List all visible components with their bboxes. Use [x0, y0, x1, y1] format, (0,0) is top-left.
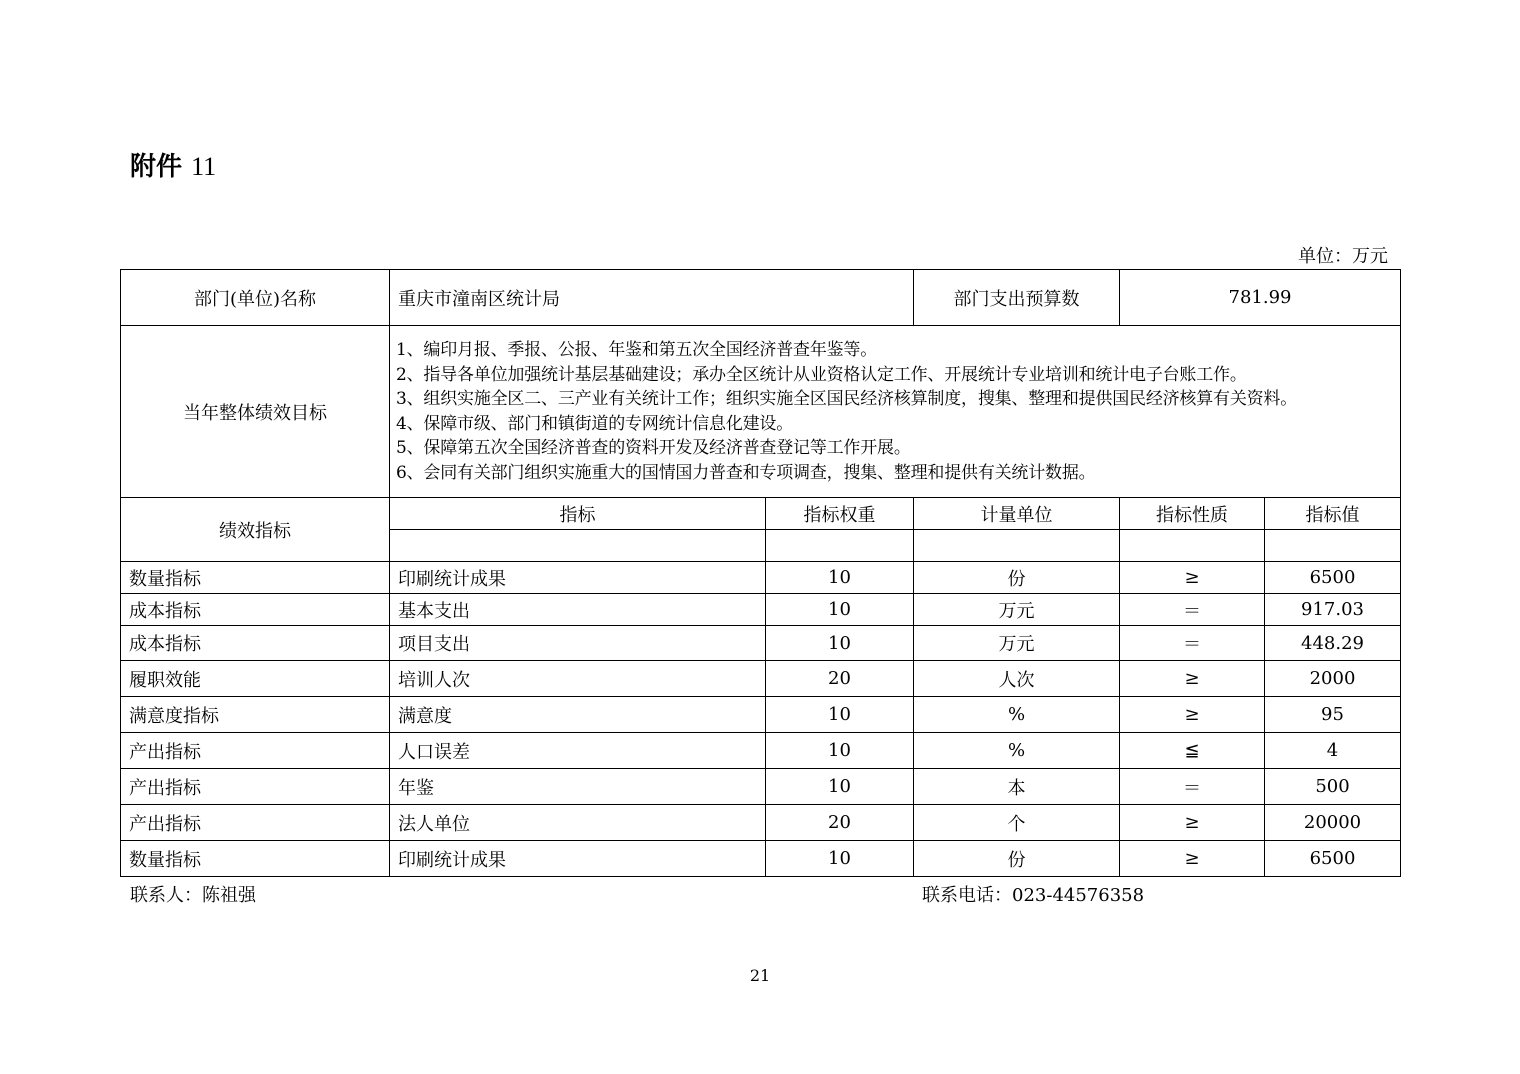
table-row	[121, 805, 1401, 841]
dept-name: 重庆市潼南区统计局	[390, 270, 914, 326]
row-weight: 10	[766, 562, 914, 594]
dept-row	[121, 270, 1401, 326]
row-nature: ≥	[1120, 697, 1265, 733]
goal-item: 4、保障市级、部门和镇街道的专网统计信息化建设。	[396, 413, 794, 434]
row-weight: 10	[766, 733, 914, 769]
row-unit: 个	[914, 805, 1120, 841]
row-category: 履职效能	[121, 661, 390, 697]
row-unit: 份	[914, 841, 1120, 877]
table-row	[121, 562, 1401, 594]
goal-item: 1、编印月报、季报、公报、年鉴和第五次全国经济普查年鉴等。	[396, 340, 878, 360]
page-number: 21	[749, 966, 771, 985]
row-indicator: 法人单位	[390, 805, 766, 841]
row-weight: 10	[766, 841, 914, 877]
row-weight: 20	[766, 805, 914, 841]
row-unit: 万元	[914, 594, 1120, 626]
column-header: 指标	[390, 498, 766, 530]
row-value: 917.03	[1265, 594, 1401, 626]
goal-label: 当年整体绩效目标	[121, 326, 390, 498]
row-value: 2000	[1265, 661, 1401, 697]
row-category: 成本指标	[121, 594, 390, 626]
row-indicator: 年鉴	[390, 769, 766, 805]
row-category: 产出指标	[121, 769, 390, 805]
table-row	[121, 841, 1401, 877]
goal-item: 3、组织实施全区二、三产业有关统计工作；组织实施全区国民经济核算制度，搜集、整理和提供国民经济核算有关资料。	[396, 389, 1298, 409]
empty-cell	[914, 530, 1120, 562]
row-category: 满意度指标	[121, 697, 390, 733]
goal-row	[121, 326, 1401, 498]
table-row	[121, 594, 1401, 626]
row-nature: ＝	[1120, 626, 1265, 661]
row-unit: %	[914, 697, 1120, 733]
row-category: 数量指标	[121, 562, 390, 594]
row-value: 448.29	[1265, 626, 1401, 661]
goal-list	[390, 326, 1401, 498]
row-indicator: 印刷统计成果	[390, 841, 766, 877]
row-unit: %	[914, 733, 1120, 769]
contact-person: 联系人：陈祖强	[130, 885, 256, 906]
row-indicator: 项目支出	[390, 626, 766, 661]
table-row	[121, 697, 1401, 733]
row-indicator: 培训人次	[390, 661, 766, 697]
row-indicator: 人口误差	[390, 733, 766, 769]
performance-table	[120, 269, 1401, 877]
empty-cell	[1265, 530, 1401, 562]
row-weight: 10	[766, 594, 914, 626]
row-value: 20000	[1265, 805, 1401, 841]
row-category: 数量指标	[121, 841, 390, 877]
row-unit: 份	[914, 562, 1120, 594]
goal-item: 2、指导各单位加强统计基层基础建设；承办全区统计从业资格认定工作、开展统计专业培训和统计电子台账工作。	[396, 364, 1247, 385]
row-nature: ≦	[1120, 733, 1265, 769]
dept-label: 部门(单位)名称	[121, 270, 390, 326]
row-nature: ≥	[1120, 805, 1265, 841]
row-value: 95	[1265, 697, 1401, 733]
row-nature: ≥	[1120, 841, 1265, 877]
indicator-header-row	[121, 498, 1401, 530]
row-weight: 10	[766, 769, 914, 805]
row-category: 产出指标	[121, 805, 390, 841]
budget-label: 部门支出预算数	[914, 270, 1120, 326]
column-header: 计量单位	[914, 498, 1120, 530]
column-header: 指标权重	[766, 498, 914, 530]
row-nature: ≥	[1120, 661, 1265, 697]
row-nature: ≥	[1120, 562, 1265, 594]
budget-value: 781.99	[1120, 270, 1401, 326]
table-row	[121, 733, 1401, 769]
row-unit: 本	[914, 769, 1120, 805]
row-nature: ＝	[1120, 594, 1265, 626]
column-header: 指标值	[1265, 498, 1401, 530]
row-unit: 人次	[914, 661, 1120, 697]
row-unit: 万元	[914, 626, 1120, 661]
row-weight: 10	[766, 626, 914, 661]
heading-prefix: 附件	[130, 152, 183, 182]
goal-item: 5、保障第五次全国经济普查的资料开发及经济普查登记等工作开展。	[396, 438, 911, 458]
unit-label: 单位：万元	[1298, 246, 1388, 267]
empty-cell	[390, 530, 766, 562]
row-weight: 20	[766, 661, 914, 697]
row-indicator: 印刷统计成果	[390, 562, 766, 594]
row-category: 成本指标	[121, 626, 390, 661]
row-nature: ＝	[1120, 769, 1265, 805]
row-weight: 10	[766, 697, 914, 733]
column-header: 指标性质	[1120, 498, 1265, 530]
row-value: 500	[1265, 769, 1401, 805]
table-row	[121, 661, 1401, 697]
row-value: 4	[1265, 733, 1401, 769]
contact-phone: 联系电话：023-44576358	[922, 885, 1145, 906]
row-value: 6500	[1265, 841, 1401, 877]
row-indicator: 满意度	[390, 697, 766, 733]
empty-cell	[1120, 530, 1265, 562]
heading-number: 11	[191, 152, 217, 181]
table-row	[121, 626, 1401, 661]
empty-cell	[766, 530, 914, 562]
row-value: 6500	[1265, 562, 1401, 594]
page-heading	[130, 146, 216, 183]
indicator-label: 绩效指标	[121, 498, 390, 562]
table-row	[121, 769, 1401, 805]
goal-item: 6、会同有关部门组织实施重大的国情国力普查和专项调查，搜集、整理和提供有关统计数据。	[396, 462, 1096, 483]
row-indicator: 基本支出	[390, 594, 766, 626]
row-category: 产出指标	[121, 733, 390, 769]
